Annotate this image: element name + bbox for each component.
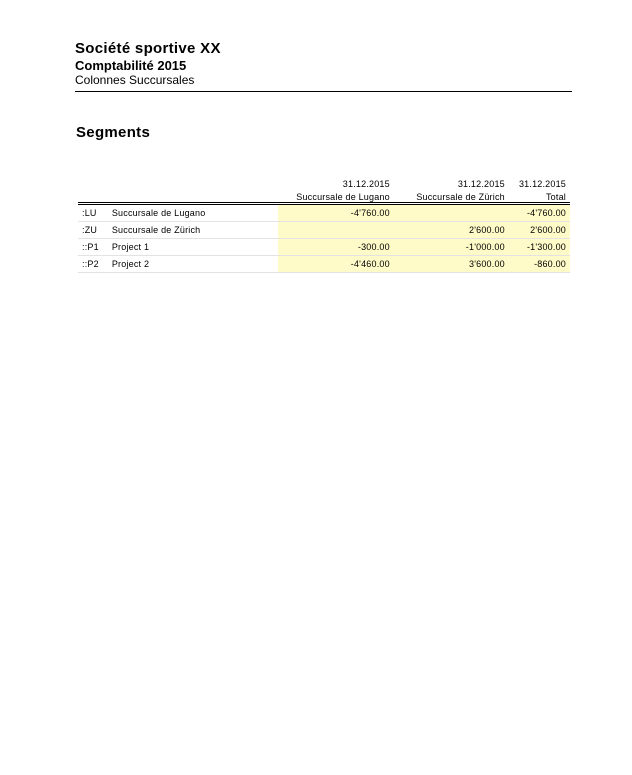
report-subtitle: Colonnes Succursales: [75, 73, 195, 87]
header-blank-code-2: [78, 189, 112, 204]
row-description: Project 2: [112, 256, 279, 273]
column-label-lugano: Succursale de Lugano: [278, 189, 393, 204]
table-row: [78, 222, 570, 239]
cell-lugano: [278, 222, 393, 239]
table-row: [78, 239, 570, 256]
section-title: Segments: [76, 124, 151, 141]
report-title: Comptabilité 2015: [75, 58, 187, 73]
row-code: :ZU: [78, 222, 112, 239]
cell-total: -4'760.00: [509, 204, 570, 222]
table-row: [78, 256, 570, 273]
cell-total: 2'600.00: [509, 222, 570, 239]
cell-total: -1'300.00: [509, 239, 570, 256]
cell-lugano: -4'460.00: [278, 256, 393, 273]
header-blank-desc: [112, 176, 279, 189]
cell-lugano: -300.00: [278, 239, 393, 256]
header-blank-desc-2: [112, 189, 279, 204]
cell-zurich: [394, 204, 509, 222]
header-blank-code: [78, 176, 112, 189]
table-row: [78, 204, 570, 222]
row-description: Succursale de Lugano: [112, 204, 279, 222]
report-header: [75, 40, 572, 87]
column-date-zurich: 31.12.2015: [457, 179, 505, 189]
row-code: :LU: [78, 204, 112, 222]
cell-zurich: -1'000.00: [394, 239, 509, 256]
column-label-zurich: Succursale de Zürich: [394, 189, 509, 204]
segments-table: [78, 176, 570, 273]
header-divider: [75, 91, 572, 92]
row-code: ::P1: [78, 239, 112, 256]
cell-zurich: 2'600.00: [394, 222, 509, 239]
row-description: Project 1: [112, 239, 279, 256]
company-name: Société sportive XX: [75, 40, 221, 57]
cell-total: -860.00: [509, 256, 570, 273]
cell-lugano: -4'760.00: [278, 204, 393, 222]
column-label-total: Total: [509, 189, 570, 204]
row-description: Succursale de Zürich: [112, 222, 279, 239]
column-date-total: 31.12.2015: [518, 179, 566, 189]
row-code: ::P2: [78, 256, 112, 273]
cell-zurich: 3'600.00: [394, 256, 509, 273]
column-date-lugano: 31.12.2015: [342, 179, 390, 189]
